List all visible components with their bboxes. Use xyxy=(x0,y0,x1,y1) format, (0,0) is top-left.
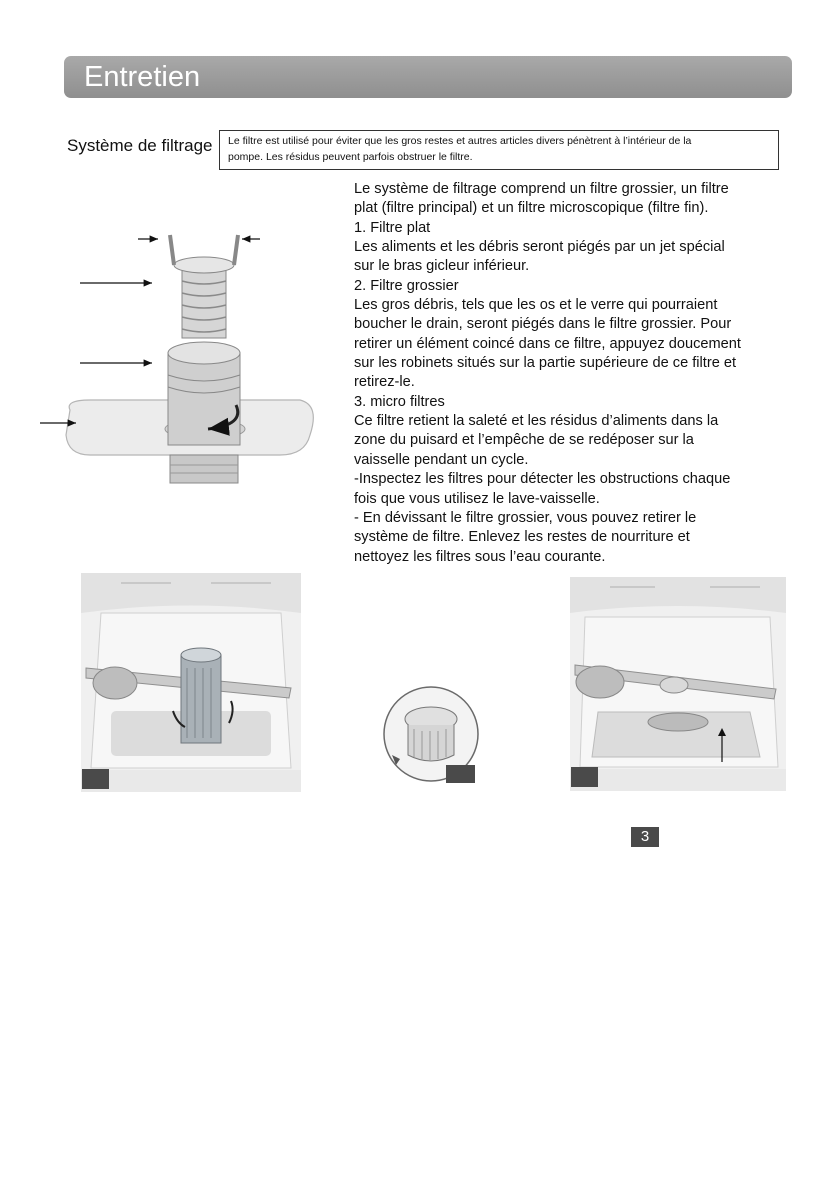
body-line: Le système de filtrage comprend un filtre grossier, un filtre xyxy=(354,181,729,197)
body-line: Les gros débris, tels que les os et le verre qui pourraient xyxy=(354,297,718,314)
micro-filter xyxy=(168,353,240,445)
body-line: nettoyez les filtres sous l’eau courante. xyxy=(354,548,606,565)
header-bar xyxy=(64,56,792,98)
body-line: sur les robinets situés sur la partie supérieure de ce filtre et xyxy=(354,355,737,372)
page-title: Entretien xyxy=(84,61,201,93)
body-line: 3. micro filtres xyxy=(354,393,445,410)
photo-remove-filter xyxy=(81,573,301,792)
body-line: zone du puisard et l’empêche de se redéposer sur la xyxy=(354,432,694,449)
body-line: -Inspectez les filtres pour détecter les obstructions chaque xyxy=(354,471,731,488)
note-line-2: pompe. Les résidus peuvent parfois obstruer le filtre. xyxy=(228,151,473,163)
step-badge-2 xyxy=(446,765,475,783)
filter-exploded-diagram xyxy=(30,215,330,505)
body-line: Les aliments et les débris seront piégés par un jet spécial xyxy=(354,239,725,256)
body-line: vaisselle pendant un cycle. xyxy=(354,451,529,468)
step-badge-3-small xyxy=(571,767,598,787)
body-line: plat (filtre principal) et un filtre microscopique (filtre fin). xyxy=(354,200,709,217)
note-line-1: Le filtre est utilisé pour éviter que les gros restes et autres articles divers pénètrent à l’intérieur de la xyxy=(228,135,692,147)
body-line: boucher le drain, seront piégés dans le filtre grossier. Pour xyxy=(354,316,732,333)
body-line: retirez-le. xyxy=(354,374,415,391)
photo-filter-installed xyxy=(570,577,786,791)
body-line: fois que vous utilisez le lave-vaisselle. xyxy=(354,490,600,507)
step-badge-1 xyxy=(82,769,109,789)
body-line: sur le bras gicleur inférieur. xyxy=(354,258,530,275)
coarse-filter xyxy=(182,270,226,338)
body-text xyxy=(354,180,794,567)
body-line: retirer un élément coincé dans ce filtre, appuyez doucement xyxy=(354,335,741,352)
body-line: système de filtre. Enlevez les restes de nourriture et xyxy=(354,529,690,546)
body-line: 2. Filtre grossier xyxy=(354,277,459,294)
note-box xyxy=(219,130,779,170)
body-line: 1. Filtre plat xyxy=(354,219,431,236)
body-line: Ce filtre retient la saleté et les résidus d’aliments dans la xyxy=(354,413,719,430)
section-label: Système de filtrage xyxy=(67,136,213,155)
step-badge-3: 3 xyxy=(631,827,659,847)
body-line: - En dévissant le filtre grossier, vous pouvez retirer le xyxy=(354,509,697,526)
